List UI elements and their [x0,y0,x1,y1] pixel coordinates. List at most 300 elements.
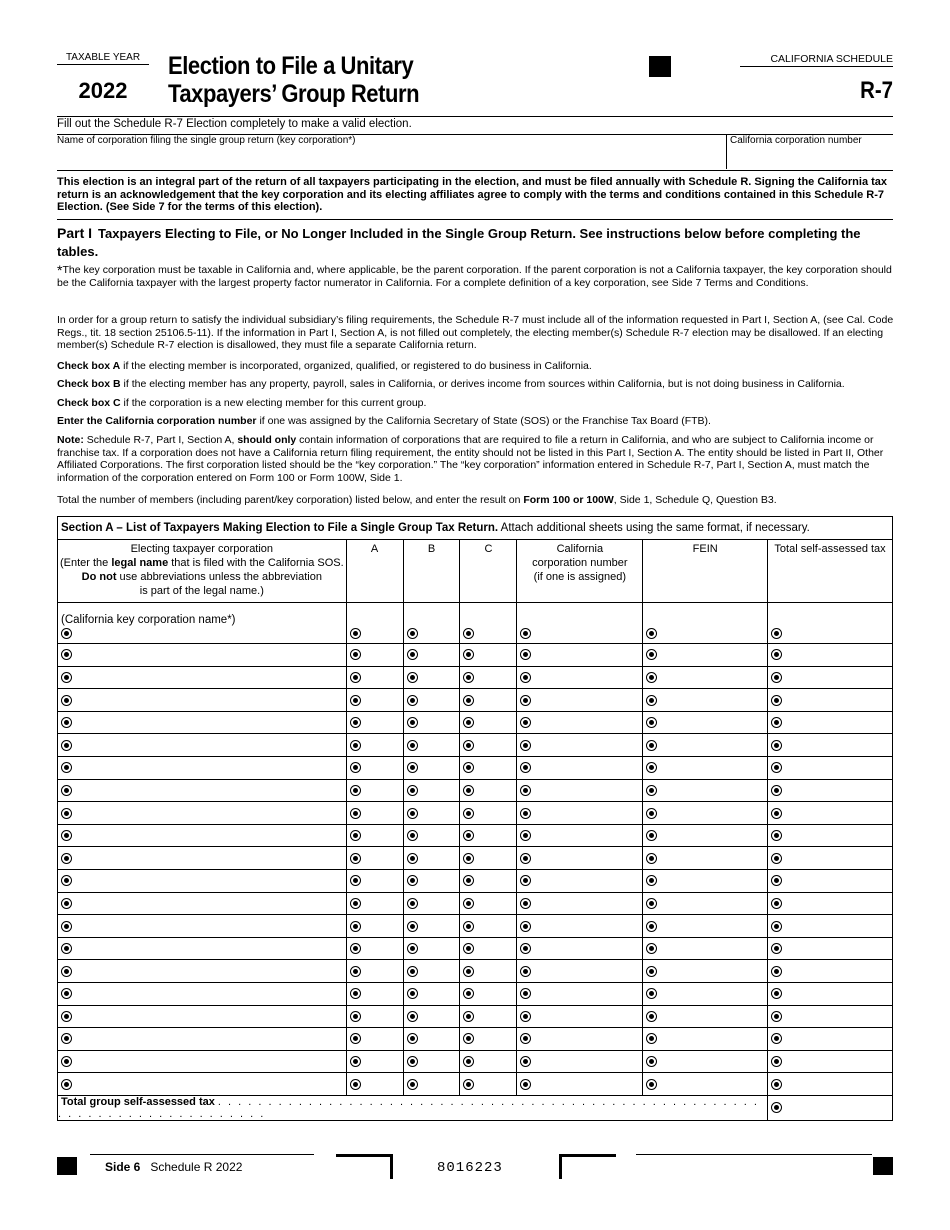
entry-bullet-icon [520,785,531,796]
entry-bullet-icon [646,966,657,977]
fein-field[interactable] [643,824,768,847]
corporation-name-field[interactable] [58,802,347,825]
corporation-name-field[interactable] [58,734,347,757]
entry-bullet-icon [520,762,531,773]
ca-corporation-number-field[interactable] [517,915,643,938]
box-b-field[interactable] [403,1028,460,1051]
self-assessed-tax-field[interactable] [768,711,893,734]
box-b-field[interactable] [403,603,460,644]
entry-bullet-icon [771,672,782,683]
note-bold: Note: [57,434,84,446]
ca-corporation-number-field[interactable] [517,603,643,644]
corporation-name-field[interactable] [58,892,347,915]
entry-bullet-icon [61,672,72,683]
corporation-name-field[interactable] [58,960,347,983]
box-b-field[interactable] [403,689,460,712]
fein-field[interactable] [643,847,768,870]
entry-bullet-icon [407,1079,418,1090]
col-electing-corporation [58,540,347,603]
self-assessed-tax-field[interactable] [768,892,893,915]
fein-field[interactable] [643,689,768,712]
corporation-name-field[interactable] [58,869,347,892]
box-a-field[interactable] [346,1050,403,1073]
box-a-field[interactable] [346,603,403,644]
box-a-field[interactable] [346,937,403,960]
ca-corporation-number-field[interactable] [517,734,643,757]
box-a-field[interactable] [346,802,403,825]
check-box-b-bold: Check box B [57,378,121,390]
box-a-field[interactable] [346,960,403,983]
entry-bullet-icon [350,649,361,660]
entry-bullet-icon [463,762,474,773]
check-box-c-instruction [57,397,895,410]
fein-field[interactable] [643,711,768,734]
check-box-c-bold: Check box C [57,397,121,409]
footer-right-mark [873,1157,893,1175]
entry-bullet-icon [463,628,474,639]
corporation-name-field[interactable] [58,847,347,870]
fein-field[interactable] [643,892,768,915]
ca-corporation-number-field[interactable] [517,892,643,915]
self-assessed-tax-field[interactable] [768,666,893,689]
corporation-name-field[interactable] [58,711,347,734]
ca-corporation-number-field[interactable] [517,937,643,960]
self-assessed-tax-field[interactable] [768,915,893,938]
ca-corporation-number-field[interactable] [517,1050,643,1073]
box-c-field[interactable] [460,1028,517,1051]
entry-bullet-icon [61,898,72,909]
self-assessed-tax-field[interactable] [768,779,893,802]
entry-bullet-icon [61,808,72,819]
enter-ca-number-text: if one was assigned by the California Secretary of State (SOS) or the Franchise Tax Board (FTB). [256,415,711,427]
col-corp-line2 [58,556,346,570]
box-c-field[interactable] [460,644,517,667]
col-corp-2c: that is filed with the California SOS. [168,557,344,569]
header-rule [57,116,893,117]
ca-corporation-number-field[interactable] [517,869,643,892]
ca-corporation-number-field[interactable] [517,779,643,802]
box-b-field[interactable] [403,711,460,734]
table-row [58,779,893,802]
section-a-title-rest: Attach additional sheets using the same format, if necessary. [498,522,810,534]
box-b-field[interactable] [403,779,460,802]
section-a-title [58,517,893,540]
entry-bullet-icon [407,695,418,706]
table-row [58,802,893,825]
corporation-name-field[interactable] [58,1028,347,1051]
fein-field[interactable] [643,734,768,757]
entry-bullet-icon [61,943,72,954]
footer-form-code: 8016223 [437,1160,503,1176]
ca-corporation-number-field[interactable] [517,847,643,870]
check-box-a-text: if the electing member is incorporated, organized, qualified, or registered to do business in California. [120,360,592,372]
box-b-field[interactable] [403,847,460,870]
footer-side: Side 6 [105,1160,141,1174]
self-assessed-tax-field[interactable] [768,1073,893,1096]
box-a-field[interactable] [346,666,403,689]
entry-bullet-icon [407,988,418,999]
entry-bullet-icon [520,853,531,864]
box-c-field[interactable] [460,1073,517,1096]
self-assessed-tax-field[interactable] [768,960,893,983]
box-c-field[interactable] [460,915,517,938]
entry-bullet-icon [407,672,418,683]
corporation-name-field[interactable] [58,982,347,1005]
section-a-title-bold: Section A – List of Taxpayers Making Election to File a Single Group Tax Return. [61,522,499,534]
box-b-field[interactable] [403,937,460,960]
fill-out-note: Fill out the Schedule R-7 Election completely to make a valid election. [57,118,412,130]
ca-corporation-number-field[interactable] [517,711,643,734]
col-corp-line3 [58,570,346,584]
ca-corporation-number-field[interactable] [517,689,643,712]
entry-bullet-icon [350,628,361,639]
box-c-field[interactable] [460,666,517,689]
corporation-name-field[interactable] [58,644,347,667]
fein-field[interactable] [643,802,768,825]
box-c-field[interactable] [460,869,517,892]
fein-field[interactable] [643,1005,768,1028]
table-row [58,915,893,938]
box-b-field[interactable] [403,756,460,779]
entry-bullet-icon [61,1033,72,1044]
footnote-text: The key corporation must be taxable in California and, where applicable, be the parent corporation. If the parent corporation is not a California taxpayer, the key corporation should be the California taxpayer with the largest property factor numerator in California. For a complete definition of a key corporation, see Side 7 Terms and Conditions. [57,264,892,289]
self-assessed-tax-field[interactable] [768,1005,893,1028]
entry-bullet-icon [646,1033,657,1044]
entry-bullet-icon [646,898,657,909]
box-b-field[interactable] [403,644,460,667]
corporation-name-field[interactable] [58,603,347,644]
col-ca-line1: California [556,543,604,555]
fein-field[interactable] [643,666,768,689]
entry-bullet-icon [350,808,361,819]
fein-field[interactable] [643,1050,768,1073]
entry-bullet-icon [520,1033,531,1044]
entry-bullet-icon [771,695,782,706]
box-b-field[interactable] [403,1073,460,1096]
ca-corporation-number-field[interactable] [517,1028,643,1051]
schedule-code: R-7 [860,77,893,104]
corporation-name-field[interactable] [58,689,347,712]
entry-bullet-icon [646,1056,657,1067]
entry-bullet-icon [407,785,418,796]
check-box-b-text: if the electing member has any property, payroll, sales in California, or derives income from sources within California, but is not doing business in California. [120,378,845,390]
entry-bullet-icon [463,1011,474,1022]
entry-bullet-icon [61,740,72,751]
ca-corporation-number-field[interactable] [517,666,643,689]
entry-bullet-icon [61,649,72,660]
entry-bullet-icon [407,649,418,660]
box-c-field[interactable] [460,779,517,802]
entry-bullet-icon [771,921,782,932]
fein-field[interactable] [643,982,768,1005]
enter-ca-number-instruction [57,415,895,428]
box-c-field[interactable] [460,756,517,779]
box-a-field[interactable] [346,779,403,802]
entry-bullet-icon [350,898,361,909]
entry-bullet-icon [520,628,531,639]
box-c-field[interactable] [460,734,517,757]
footnote-star: * [57,262,63,278]
entry-bullet-icon [407,628,418,639]
entry-bullet-icon [463,943,474,954]
corporation-name-field[interactable] [58,779,347,802]
entry-bullet-icon [646,740,657,751]
corporation-name-field[interactable] [58,824,347,847]
box-c-field[interactable] [460,711,517,734]
entry-bullet-icon [463,785,474,796]
entry-bullet-icon [771,943,782,954]
entry-bullet-icon [350,830,361,841]
fein-field[interactable] [643,1073,768,1096]
entry-bullet-icon [520,740,531,751]
box-c-field[interactable] [460,689,517,712]
key-corporation-footnote [57,264,895,289]
box-a-field[interactable] [346,982,403,1005]
entry-bullet-icon [771,853,782,864]
part1-heading [57,224,895,261]
entry-bullet-icon [771,717,782,728]
box-c-field[interactable] [460,892,517,915]
corporation-name-field[interactable] [58,915,347,938]
box-c-field[interactable] [460,960,517,983]
entry-bullet-icon [350,988,361,999]
entry-bullet-icon [646,649,657,660]
entry-bullet-icon [771,808,782,819]
ca-corporation-number-field[interactable] [517,824,643,847]
entry-bullet-icon [463,1079,474,1090]
entry-bullet-icon [520,808,531,819]
entry-bullet-icon [771,649,782,660]
fein-field[interactable] [643,1028,768,1051]
box-b-field[interactable] [403,892,460,915]
entry-bullet-icon [771,1033,782,1044]
box-c-field[interactable] [460,847,517,870]
entry-bullet-icon [771,762,782,773]
entry-bullet-icon [646,943,657,954]
entry-bullet-icon [771,740,782,751]
box-a-field[interactable] [346,915,403,938]
entry-bullet-icon [407,808,418,819]
entry-bullet-icon [350,1011,361,1022]
corporation-name-field[interactable] [58,1005,347,1028]
entry-bullet-icon [646,988,657,999]
entry-bullet-icon [61,1011,72,1022]
box-c-field[interactable] [460,603,517,644]
self-assessed-tax-field[interactable] [768,869,893,892]
fein-field[interactable] [643,603,768,644]
entry-bullet-icon [350,875,361,886]
total-group-tax-row [58,1095,768,1120]
entry-bullet-icon [61,695,72,706]
entry-bullet-icon [463,808,474,819]
entry-bullet-icon [61,966,72,977]
footer-bracket-right [559,1154,616,1179]
entry-bullet-icon [520,717,531,728]
tax-year: 2022 [78,78,128,103]
part1-heading-text: Taxpayers Electing to File, or No Longer Included in the Single Group Return. See instructions below before completing the tables. [57,226,861,259]
table-row [58,756,893,779]
table-row [58,644,893,667]
entry-bullet-icon [771,1056,782,1067]
entry-bullet-icon [771,966,782,977]
ca-corporation-number-field[interactable] [517,960,643,983]
part1-label: Part I [57,225,93,241]
entry-bullet-icon [350,695,361,706]
self-assessed-tax-field[interactable] [768,734,893,757]
table-row [58,1050,893,1073]
corporation-name-field[interactable] [58,666,347,689]
entry-bullet-icon [771,830,782,841]
col-corp-line4: is part of the legal name.) [139,585,264,597]
entry-bullet-icon [463,649,474,660]
fein-field[interactable] [643,756,768,779]
corporation-name-field[interactable] [58,937,347,960]
entry-bullet-icon [463,898,474,909]
total-group-tax-field[interactable] [768,1095,893,1120]
total-members-form: Form 100 or 100W [523,494,614,506]
entry-bullet-icon [463,875,474,886]
self-assessed-tax-field[interactable] [768,603,893,644]
col-total-self-assessed-tax: Total self-assessed tax [768,540,893,603]
fein-field[interactable] [643,960,768,983]
box-b-field[interactable] [403,666,460,689]
box-a-field[interactable] [346,1028,403,1051]
self-assessed-tax-field[interactable] [768,982,893,1005]
box-a-field[interactable] [346,892,403,915]
registration-mark [649,56,671,77]
box-b-field[interactable] [403,802,460,825]
box-b-field[interactable] [403,869,460,892]
corporation-name-field[interactable] [58,1073,347,1096]
entry-bullet-icon [520,1056,531,1067]
entry-bullet-icon [407,966,418,977]
entry-bullet-icon [520,1011,531,1022]
entry-bullet-icon [407,875,418,886]
entry-bullet-icon [646,762,657,773]
entry-bullet-icon [407,717,418,728]
box-a-field[interactable] [346,824,403,847]
entry-bullet-icon [646,628,657,639]
box-b-field[interactable] [403,1050,460,1073]
entry-bullet-icon [61,921,72,932]
fein-field[interactable] [643,644,768,667]
box-a-field[interactable] [346,1073,403,1096]
box-c-field[interactable] [460,1050,517,1073]
note-should-only: should only [237,434,297,446]
note-text-a: Schedule R-7, Part I, Section A, [83,434,238,446]
table-row [58,847,893,870]
box-b-field[interactable] [403,982,460,1005]
box-c-field[interactable] [460,937,517,960]
col-corp-3b: use abbreviations unless the abbreviation [116,571,322,583]
entry-bullet-icon [350,785,361,796]
entry-bullet-icon [407,1033,418,1044]
entry-bullet-icon [771,1102,782,1113]
entry-bullet-icon [520,943,531,954]
box-a-field[interactable] [346,756,403,779]
entry-bullet-icon [520,921,531,932]
box-a-field[interactable] [346,711,403,734]
part1-rule [57,219,893,220]
box-a-field[interactable] [346,734,403,757]
box-c-field[interactable] [460,982,517,1005]
entry-bullet-icon [520,695,531,706]
entry-bullet-icon [407,762,418,773]
entry-bullet-icon [61,785,72,796]
entry-bullet-icon [407,921,418,932]
table-row [58,892,893,915]
box-b-field[interactable] [403,960,460,983]
self-assessed-tax-field[interactable] [768,824,893,847]
corporation-name-field[interactable] [58,756,347,779]
box-b-field[interactable] [403,915,460,938]
col-ca-line3: (if one is assigned) [533,571,626,583]
table-row [58,960,893,983]
box-c-field[interactable] [460,824,517,847]
self-assessed-tax-field[interactable] [768,937,893,960]
self-assessed-tax-field[interactable] [768,689,893,712]
fein-field[interactable] [643,937,768,960]
box-b-field[interactable] [403,824,460,847]
self-assessed-tax-field[interactable] [768,1050,893,1073]
table-row [58,734,893,757]
entry-bullet-icon [350,672,361,683]
self-assessed-tax-field[interactable] [768,756,893,779]
self-assessed-tax-field[interactable] [768,1028,893,1051]
entry-bullet-icon [407,830,418,841]
self-assessed-tax-field[interactable] [768,847,893,870]
entry-bullet-icon [771,988,782,999]
box-a-field[interactable] [346,869,403,892]
ca-corporation-number-field[interactable] [517,1073,643,1096]
box-a-field[interactable] [346,644,403,667]
entry-bullet-icon [771,628,782,639]
ca-corporation-number-field[interactable] [517,1005,643,1028]
box-c-field[interactable] [460,1005,517,1028]
entry-bullet-icon [407,740,418,751]
table-row [58,937,893,960]
self-assessed-tax-field[interactable] [768,644,893,667]
ca-corporation-number-field[interactable] [517,802,643,825]
form-title-line2: Taxpayers’ Group Return [168,80,420,108]
box-b-field[interactable] [403,734,460,757]
col-corp-2a: (Enter the [59,557,112,569]
entry-bullet-icon [520,830,531,841]
entry-bullet-icon [771,785,782,796]
form-title-line1: Election to File a Unitary [168,52,414,80]
fein-field[interactable] [643,869,768,892]
entry-bullet-icon [520,966,531,977]
entry-bullet-icon [61,762,72,773]
table-row [58,603,893,644]
box-a-field[interactable] [346,847,403,870]
corporation-name-field[interactable] [58,1050,347,1073]
ca-corporation-number-field[interactable] [517,756,643,779]
fein-field[interactable] [643,779,768,802]
ca-corporation-number-field[interactable] [517,644,643,667]
entry-bullet-icon [463,853,474,864]
self-assessed-tax-field[interactable] [768,802,893,825]
box-b-field[interactable] [403,1005,460,1028]
check-box-c-text: if the corporation is a new electing member for this current group. [120,397,427,409]
fein-field[interactable] [643,915,768,938]
check-box-a-bold: Check box A [57,360,121,372]
box-a-field[interactable] [346,689,403,712]
box-c-field[interactable] [460,802,517,825]
box-a-field[interactable] [346,1005,403,1028]
entry-bullet-icon [61,1079,72,1090]
ca-corporation-number-field[interactable] [517,982,643,1005]
